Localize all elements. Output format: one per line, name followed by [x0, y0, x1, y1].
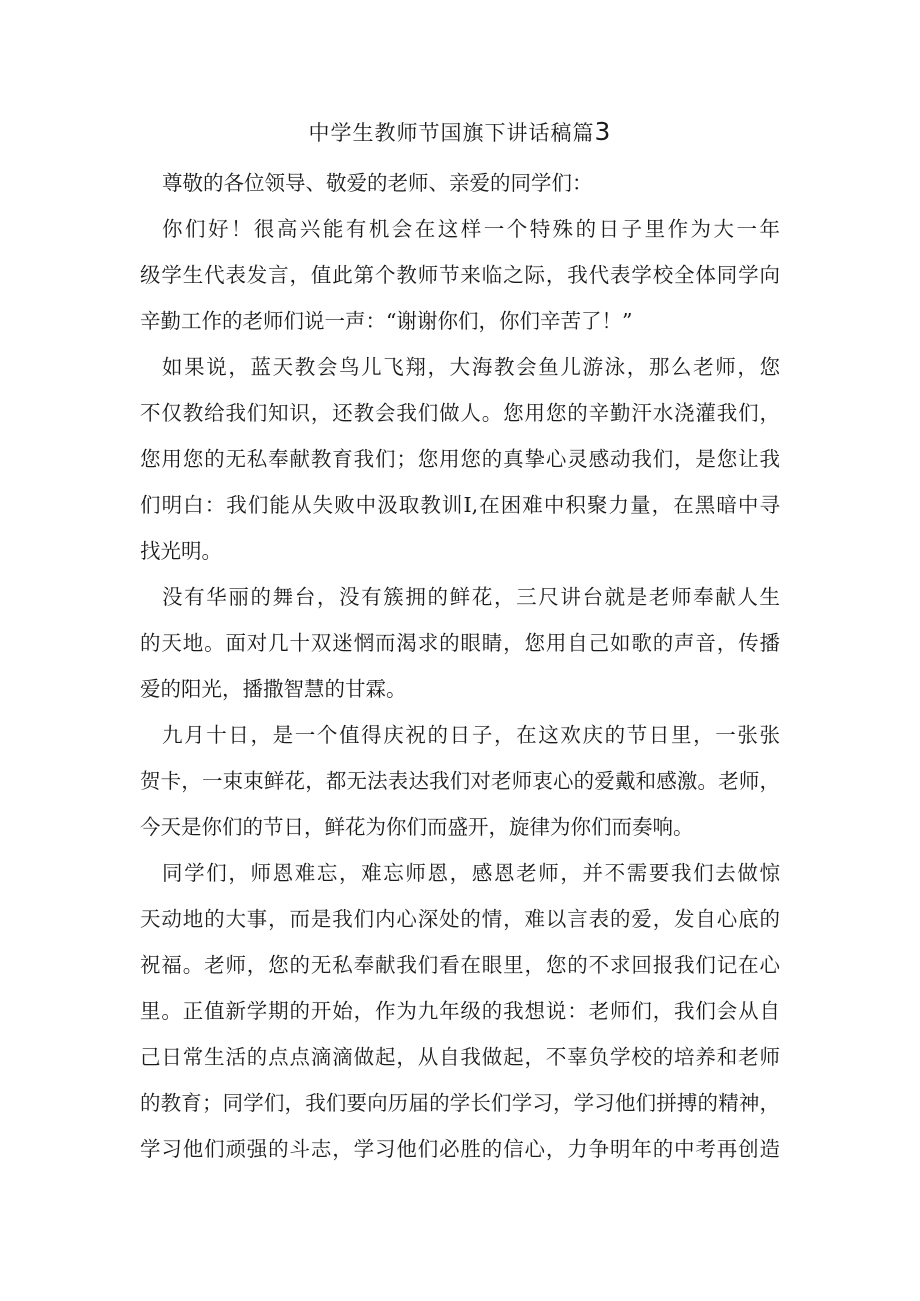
- paragraph-line: 们明白：我们能从失败中汲取教训I,在困难中积聚力量，在黑暗中寻: [140, 493, 780, 517]
- paragraph-line: 九月十日，是一个值得庆祝的日子，在这欢庆的节日里，一张张: [162, 723, 780, 747]
- paragraph-line: 里。正值新学期的开始，作为九年级的我想说：老师们，我们会从自: [140, 999, 780, 1023]
- paragraph-line: 贺卡，一束束鲜花，都无法表达我们对老师衷心的爱戴和感激。老师，: [140, 769, 780, 793]
- paragraph-line: 没有华丽的舞台，没有簇拥的鲜花，三尺讲台就是老师奉献人生: [162, 585, 780, 609]
- salutation: 尊敬的各位领导、敬爱的老师、亲爱的同学们：: [162, 171, 593, 195]
- paragraph-line: 今天是你们的节日，鲜花为你们而盛开，旋律为你们而奏响。: [140, 815, 694, 839]
- paragraph-line: 爱的阳光，播撒智慧的甘霖。: [140, 677, 407, 701]
- title-number: 3: [594, 117, 612, 146]
- title-text: 中学生教师节国旗下讲话稿篇: [308, 121, 595, 145]
- paragraph-line: 己日常生活的点点滴滴做起，从自我做起，不辜负学校的培养和老师: [140, 1045, 780, 1069]
- paragraph-line: 找光明。: [140, 539, 222, 563]
- document-body: [140, 160, 780, 1172]
- paragraph-line: 级学生代表发言，值此第个教师节来临之际，我代表学校全体同学向: [140, 263, 780, 287]
- paragraph-line: 的教育；同学们，我们要向历届的学长们学习，学习他们拼搏的精神，: [140, 1091, 780, 1115]
- paragraph-line: 你们好！很高兴能有机会在这样一个特殊的日子里作为大一年: [162, 217, 780, 241]
- paragraph-line: 天动地的大事，而是我们内心深处的情，难以言表的爱，发自心底的: [140, 907, 780, 931]
- paragraph-line: 同学们，师恩难忘，难忘师恩，感恩老师，并不需要我们去做惊: [162, 861, 780, 885]
- paragraph-line: 辛勤工作的老师们说一声：“谢谢你们，你们辛苦了！”: [140, 309, 633, 333]
- paragraph-line: 祝福。老师，您的无私奉献我们看在眼里，您的不求回报我们记在心: [140, 953, 780, 977]
- document-title: [0, 117, 920, 148]
- paragraph-line: 不仅教给我们知识，还教会我们做人。您用您的辛勤汗水浇灌我们，: [140, 401, 780, 425]
- paragraph-line: 的天地。面对几十双迷惘而渴求的眼睛，您用自己如歌的声音，传播: [140, 631, 780, 655]
- paragraph-line: 如果说，蓝天教会鸟儿飞翔，大海教会鱼儿游泳，那么老师，您: [162, 355, 780, 379]
- paragraph-line: 您用您的无私奉献教育我们；您用您的真挚心灵感动我们，是您让我: [140, 447, 780, 471]
- paragraph-line: 学习他们顽强的斗志，学习他们必胜的信心，力争明年的中考再创造: [140, 1137, 780, 1161]
